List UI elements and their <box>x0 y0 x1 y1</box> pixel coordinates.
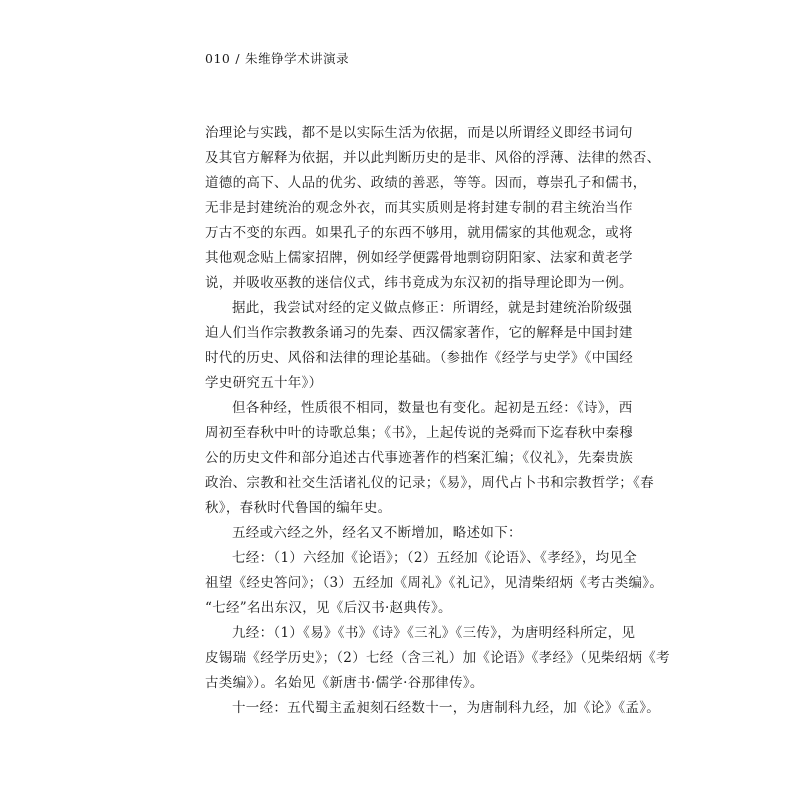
text-line: 道德的高下、人品的优劣、政绩的善恶，等等。因而，尊崇孔子和儒书， <box>205 175 647 191</box>
paragraph <box>205 121 661 296</box>
text-line: 时代的历史、风俗和法律的理论基础。（参拙作《经学与史学》《中国经 <box>205 350 634 366</box>
text-line: 秋》，春秋时代鲁国的编年史。 <box>205 500 392 516</box>
text-line: 七经：（1）六经加《论语》；（2）五经加《论语》、《孝经》，均见全 <box>232 550 638 566</box>
paragraph <box>205 696 661 721</box>
paragraph <box>205 546 664 621</box>
paragraph <box>205 296 634 396</box>
page-number: 010 <box>205 51 231 66</box>
text-line: 迫人们当作宗教教条诵习的先秦、西汉儒家著作，它的解释是中国封建 <box>205 325 633 341</box>
text-line: 政治、宗教和社交生活诸礼仪的记录；《易》，周代占卜书和宗教哲学；《春 <box>205 475 654 491</box>
header-separator: / <box>235 51 241 66</box>
text-line: 皮锡瑞《经学历史》；（2）七经（含三礼）加《论语》《孝经》（见柴绍炳《考 <box>205 650 670 666</box>
text-line: 无非是封建统治的观念外衣，而其实质则是将封建专制的君主统治当作 <box>205 200 633 216</box>
text-line: 说，并吸收巫教的迷信仪式，纬书竟成为东汉初的指导理论即为一例。 <box>205 275 633 291</box>
text-line: 十一经：五代蜀主孟昶刻石经数十一，为唐制科九经，加《论》《孟》。 <box>232 700 661 716</box>
text-line: 周初至春秋中叶的诗歌总集；《书》，上起传说的尧舜而下迄春秋中秦穆 <box>205 425 634 441</box>
text-line: 但各种经，性质很不相同，数量也有变化。起初是五经：《诗》，西 <box>232 400 633 416</box>
paragraph <box>205 521 597 546</box>
book-title: 朱维铮学术讲演录 <box>245 51 350 66</box>
text-line: 公的历史文件和部分追述古代事迹著作的档案汇编；《仪礼》，先秦贵族 <box>205 450 634 466</box>
text-line: 据此，我尝试对经的定义做点修正：所谓经，就是封建统治阶级强 <box>232 300 633 316</box>
running-header <box>205 49 349 67</box>
paragraph <box>205 396 654 521</box>
text-line: 九经：（1）《易》《书》《诗》《三礼》《三传》，为唐明经科所定，见 <box>232 625 636 641</box>
text-line: 五经或六经之外，经名又不断增加，略述如下： <box>232 525 522 541</box>
text-line: 及其官方解释为依据，并以此判断历史的是非、风俗的浮薄、法律的然否、 <box>205 150 661 166</box>
text-line: 其他观念贴上儒家招牌，例如经学便露骨地剽窃阴阳家、法家和黄老学 <box>205 250 633 266</box>
text-line: 祖望《经史答问》；（3）五经加《周礼》《礼记》，见清柴绍炳《考古类编》。 <box>205 575 664 591</box>
text-line: 学史研究五十年》） <box>205 375 323 391</box>
text-line: 治理论与实践，都不是以实际生活为依据，而是以所谓经义即经书词句 <box>205 125 633 141</box>
page-body <box>205 121 670 721</box>
text-line: 古类编》）。名始见《新唐书·儒学·谷那律传》。 <box>205 675 484 691</box>
paragraph <box>205 621 670 696</box>
text-line: 万古不变的东西。如果孔子的东西不够用，就用儒家的其他观念，或将 <box>205 225 633 241</box>
text-line: “七经”名出东汉，见《后汉书·赵典传》。 <box>205 600 452 616</box>
